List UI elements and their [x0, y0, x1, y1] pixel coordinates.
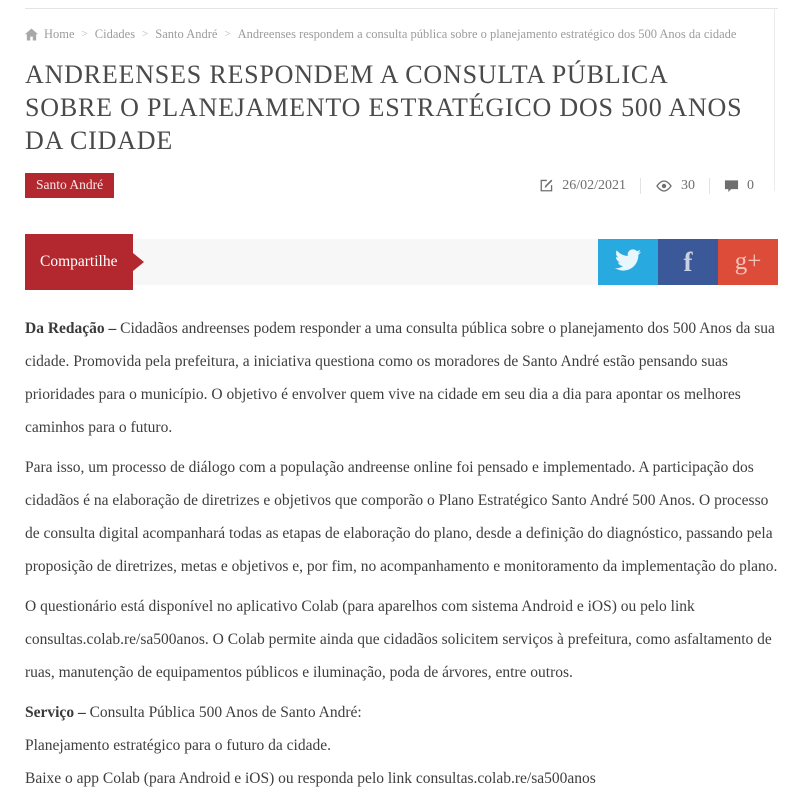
comment-count[interactable] — [709, 178, 754, 194]
paragraph: Planejamento estratégico para o futuro da cidade. — [25, 737, 331, 754]
publish-date-value: 26/02/2021 — [562, 177, 626, 193]
breadcrumb-separator: > — [142, 28, 149, 40]
breadcrumb-current-page: Andreenses respondem a consulta pública sobre o planejamento estratégico dos 500 Anos da cidade — [237, 27, 737, 41]
share-button[interactable] — [25, 234, 133, 290]
twitter-share-button[interactable] — [598, 239, 658, 285]
comment-count-value: 0 — [747, 177, 754, 193]
meta-row — [25, 173, 778, 198]
paragraph: Da Redação – Cidadãos andreenses podem responder a uma consulta pública sobre o planejamento dos 500 Anos da sua cidade. Promovida pela prefeitura, a iniciativa questiona como os moradores de Santo André estão pensando suas prioridades para o município. O objetivo é envolver quem vive na cidade em seu dia a dia para apontar os melhores caminhos para o futuro. — [25, 320, 775, 436]
home-icon[interactable] — [25, 28, 38, 41]
paragraph-lead: Serviço – — [25, 704, 90, 721]
paragraph: Para isso, um processo de diálogo com a população andreense online foi pensado e implementado. A participação dos cidadãos é na elaboração de diretrizes e objetivos que comporão o Plano Estratégico Santo André 500 Anos. O processo de consulta digital acompanhará todas as etapas de elaboração do plano, desde a definição do diagnóstico, passando pela proposição de diretrizes, metas e objetivos e, por fim, no acompanhamento e monitoramento da implementação do plano. — [25, 459, 778, 575]
breadcrumb-home[interactable]: Home — [44, 27, 75, 41]
top-divider — [25, 8, 778, 9]
paragraph-lead: Da Redação – — [25, 320, 121, 337]
main-content — [25, 0, 778, 795]
twitter-bird-icon — [615, 247, 641, 278]
social-share-buttons — [598, 239, 778, 285]
facebook-share-button[interactable] — [658, 239, 718, 285]
paragraph: Baixe o app Colab (para Android e iOS) ou responda pelo link consultas.colab.re/sa500anos — [25, 770, 596, 787]
publish-date — [525, 178, 640, 194]
paragraph: Serviço – Consulta Pública 500 Anos de Santo André: — [25, 704, 362, 721]
breadcrumb-separator: > — [81, 28, 88, 40]
category-badge[interactable]: Santo André — [25, 173, 114, 198]
content-sidebar-divider — [774, 8, 775, 191]
breadcrumb-cidades[interactable]: Cidades — [94, 27, 136, 41]
facebook-f-icon: f — [683, 246, 693, 277]
breadcrumb-santo-andre[interactable]: Santo André — [155, 27, 218, 41]
edit-icon — [539, 178, 554, 193]
share-button-label: Compartilhe — [40, 253, 118, 270]
article-meta — [525, 178, 754, 194]
paragraph: O questionário está disponível no aplicativo Colab (para aparelhos com sistema Android e iOS) ou pelo link consultas.colab.re/sa500anos. O Colab permite ainda que cidadãos solicitem serviços à prefeitura, como asfaltamento de ruas, manutenção de equipamentos públicos e iluminação, poda de árvores, entre outros. — [25, 598, 772, 681]
googleplus-share-button[interactable] — [718, 239, 778, 285]
google-plus-icon: g+ — [734, 248, 762, 275]
share-bar — [25, 239, 778, 285]
view-count-value: 30 — [681, 177, 695, 193]
breadcrumb-separator: > — [224, 28, 231, 40]
eye-icon — [655, 180, 673, 192]
article-body — [25, 312, 778, 795]
view-count — [640, 178, 709, 194]
comment-icon — [724, 179, 739, 193]
page-title: ANDREENSES RESPONDEM A CONSULTA PÚBLICA SOBRE O PLANEJAMENTO ESTRATÉGICO DOS 500 ANOS DA CIDADE — [25, 60, 743, 155]
arrow-right-triangle-icon — [133, 253, 144, 271]
breadcrumb — [25, 26, 778, 42]
